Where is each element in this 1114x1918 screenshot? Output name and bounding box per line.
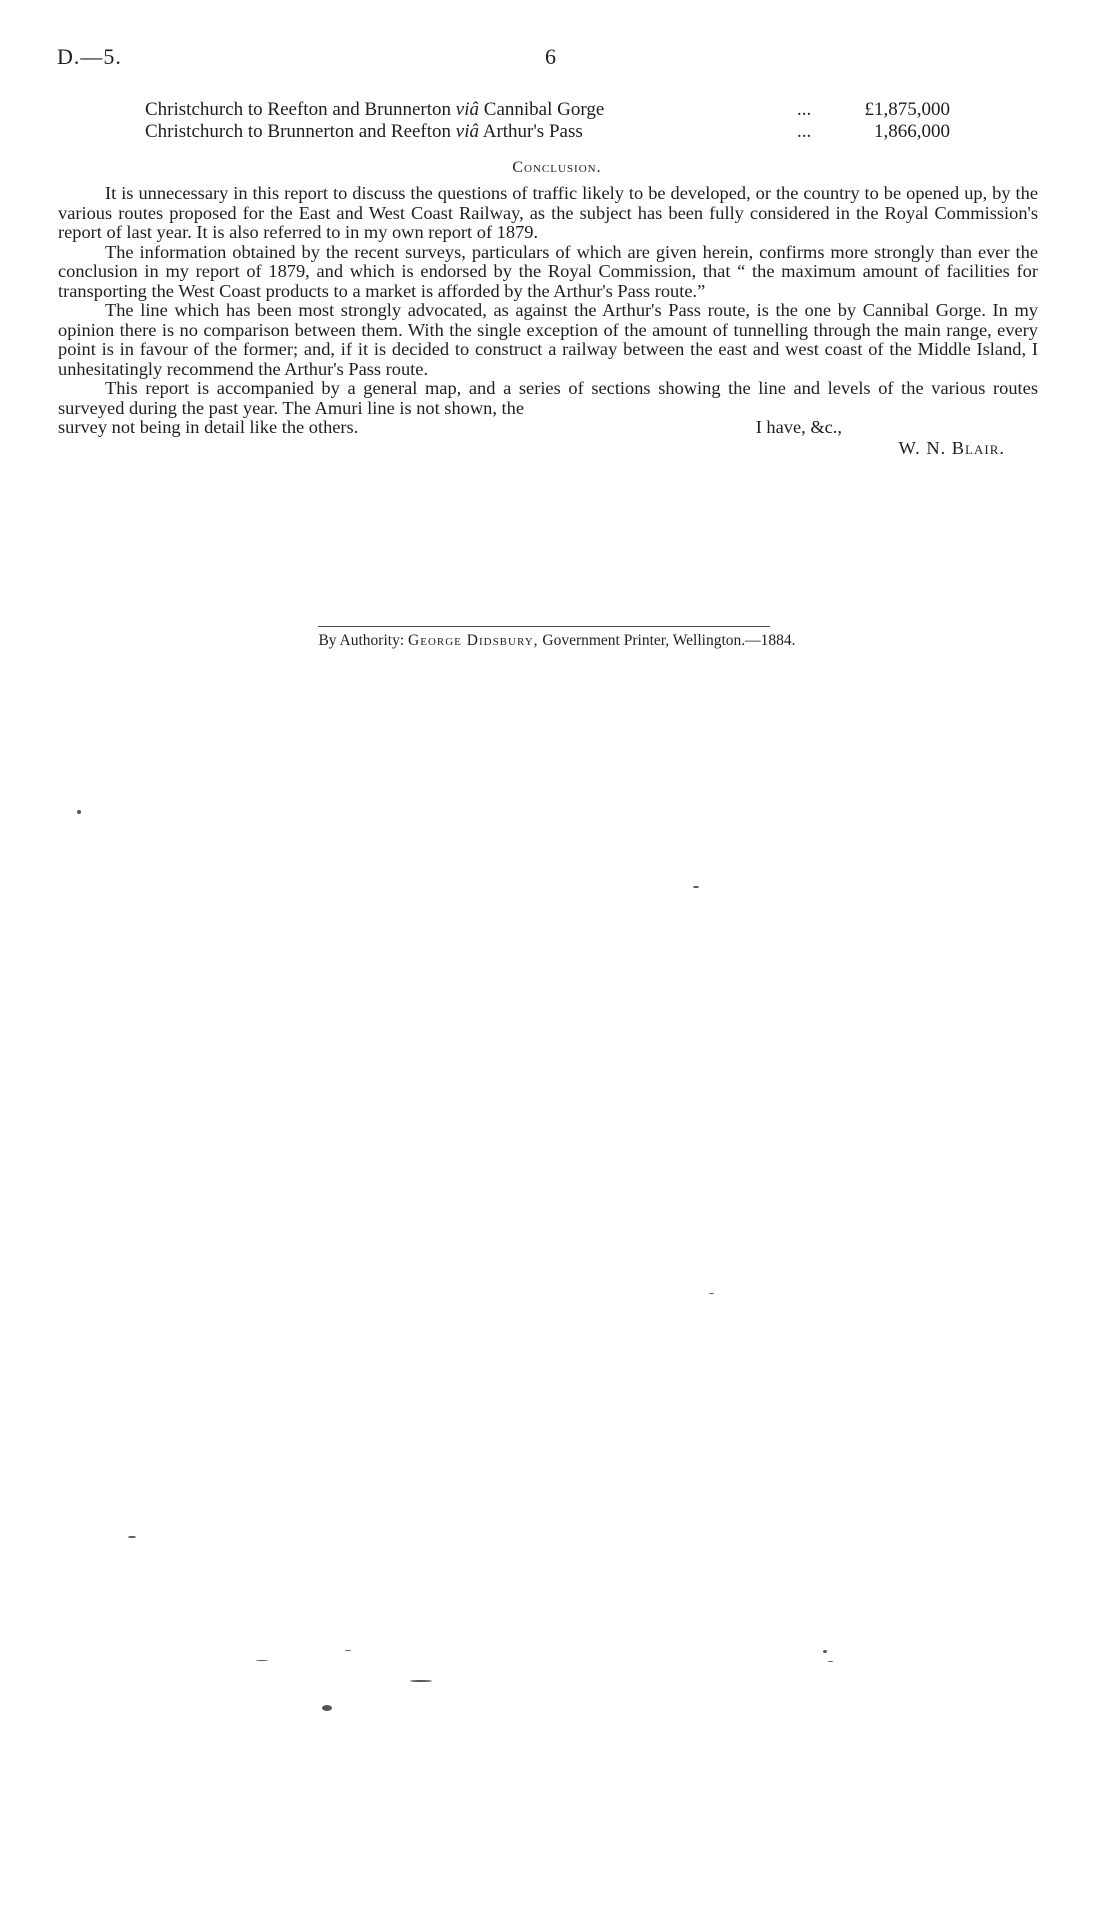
- imprint-divider: [318, 626, 770, 627]
- paragraph: It is unnecessary in this report to discuss the questions of traffic likely to be developed, or the country to be opened up, by the various routes proposed for the East and West Coast Railway, as the subject has been fully considered in the Royal Commission's report of last year. It is also referred to in my own report of 1879.: [58, 183, 1038, 242]
- route-name: Christchurch to Reefton and Brunnerton viâ Cannibal Gorge: [145, 99, 605, 120]
- route-cost: 1,866,000: [874, 121, 950, 142]
- scan-speck: [709, 1293, 714, 1294]
- scan-speck: [345, 1650, 351, 1651]
- cost-row-arthurs-pass: [145, 121, 950, 143]
- route-cost-table: [145, 99, 950, 143]
- route-name: Christchurch to Brunnerton and Reefton viâ Arthur's Pass: [145, 121, 583, 142]
- scan-speck: [322, 1705, 332, 1711]
- paragraph: The line which has been most strongly advocated, as against the Arthur's Pass route, is the one by Cannibal Gorge. In my opinion there is no comparison between them. With the single exception of the amount of tunnelling through the main range, every point is in favour of the former; and, if it is decided to construct a railway between the east and west coast of the Middle Island, I unhesitatingly recommend the Arthur's Pass route.: [58, 300, 1038, 379]
- cost-row-cannibal-gorge: [145, 99, 950, 121]
- valediction: I have, &c.,: [755, 417, 842, 437]
- printer-imprint: By Authority: George Didsbury, Government Printer, Wellington.—1884.: [318, 632, 796, 649]
- paragraph: This report is accompanied by a general map, and a series of sections showing the line and levels of the various routes surveyed during the past year. The Amuri line is not shown, the: [58, 378, 1038, 418]
- paragraph: The information obtained by the recent surveys, particulars of which are given herein, confirms more strongly than ever the conclusion in my report of 1879, and which is endorsed by the Royal Commission, that “ the maximum amount of facilities for transporting the West Coast products to a market is afforded by the Arthur's Pass route.”: [58, 241, 1038, 301]
- page-number: 6: [545, 44, 556, 69]
- dot-leader: ...: [797, 99, 812, 120]
- scan-speck: [410, 1680, 432, 1682]
- document-reference: D.—5.: [57, 44, 122, 69]
- scan-speck: [823, 1650, 827, 1653]
- closing-text: survey not being in detail like the others.: [58, 417, 359, 437]
- section-heading: Conclusion.: [512, 159, 602, 176]
- dot-leader: ...: [797, 121, 812, 142]
- scan-speck: [128, 1536, 136, 1538]
- scan-speck: [828, 1661, 833, 1662]
- scan-speck: [77, 810, 81, 814]
- scan-speck: [693, 886, 699, 888]
- signature: W. N. Blair.: [898, 437, 1005, 458]
- scan-speck: [256, 1660, 268, 1661]
- conclusion-body: [58, 184, 1038, 458]
- route-cost: £1,875,000: [864, 99, 950, 120]
- closing-line: [58, 418, 1038, 438]
